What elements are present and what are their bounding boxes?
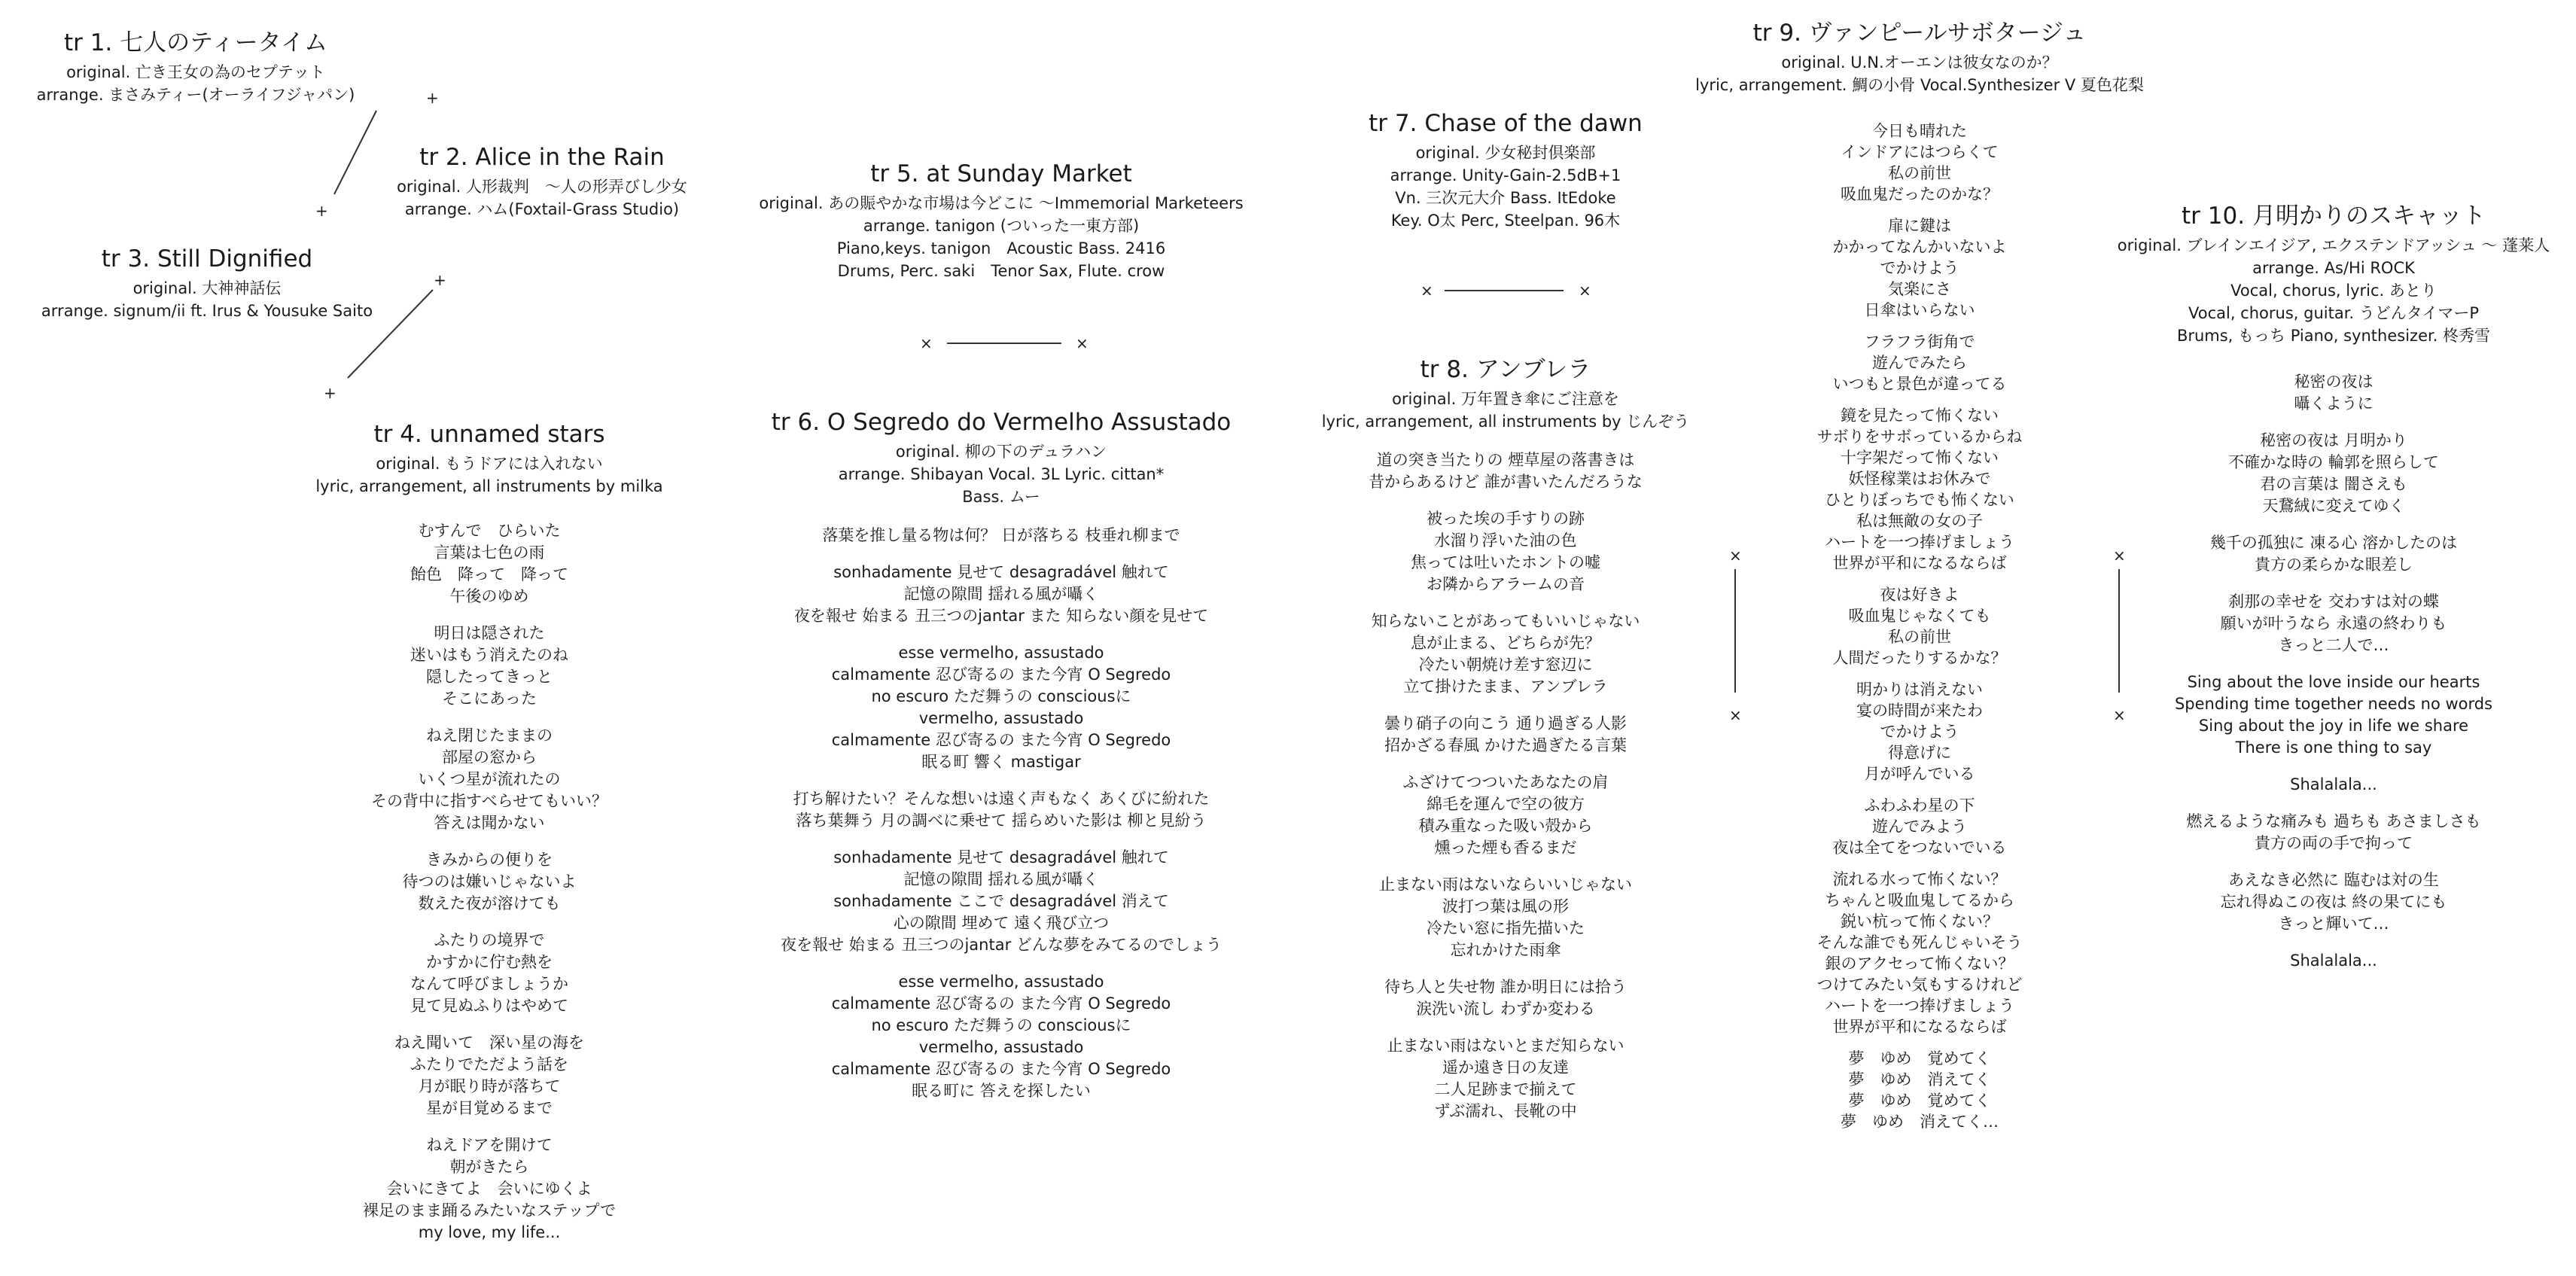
lyric-stanza [730,847,1272,956]
track-credits [1295,388,1716,433]
lyric-stanza [271,849,708,915]
lyric-line: 夜を報せ 始まる 丑三つのjantar どんな夢をみてるのでしょう [781,936,1222,954]
lyric-stanza [2108,811,2559,854]
credit-line: original. 万年置き傘にご注意を [1392,390,1619,408]
lyric-line: 夜を報せ 始まる 丑三つのjantar また 知らない顔を見せて [793,607,1209,625]
lyric-line: 宴の時間が来たわ [1856,702,1983,720]
lyric-line: 涙洗い流し わずか変わる [1416,1000,1595,1018]
lyric-line: calmamente 忍び寄るの また今宵 O Segredo [831,1060,1171,1078]
lyric-stanza [271,623,708,710]
lyric-line: 記憶の隙間 揺れる風が囁く [903,585,1099,603]
lyric-line: 十字架だって怖くない [1841,449,1999,467]
lyric-line: 吸血鬼じゃなくても [1848,607,1991,625]
lyric-line: 綿毛を運んで空の彼方 [1427,795,1585,813]
lyric-line: no escuro ただ舞うの consciousに [871,687,1131,705]
lyric-line: 明日は隠された [434,624,545,642]
lyric-line: There is one thing to say [2235,738,2432,757]
lyric-line: calmamente 忍び寄るの また今宵 O Segredo [831,994,1171,1013]
lyric-line: 世界が平和になるならば [1832,554,2007,572]
lyric-line: ふわふわ星の下 [1864,796,1975,815]
lyric-stanza [730,642,1272,773]
lyric-line: 遊んでみよう [1872,818,1967,836]
credit-line: Vocal, chorus, lyric. あとり [2230,282,2437,300]
lyric-line: 部屋の窓から [442,748,537,766]
lyric-line: 銀のアクセって怖くない？ [1825,955,2014,973]
lyric-line: でかけよう [1880,723,1959,741]
lyric-line: 落葉を推し量る物は何？ 日が落ちる 枝垂れ柳まで [822,526,1180,544]
lyric-line: 待つのは嫌いじゃないよ [402,872,577,891]
lyric-line: calmamente 忍び寄るの また今宵 O Segredo [831,731,1171,749]
lyric-line: 午後のゆめ [449,587,529,605]
lyric-line: 裸足のまま踊るみたいなステップで [362,1201,617,1220]
lyric-line: むすんで ひらいた [418,522,561,540]
lyric-stanza [2108,950,2559,972]
lyric-line: 忘れ得ぬこの夜は 終の果てにも [2220,893,2447,911]
lyric-line: no escuro ただ舞うの consciousに [871,1016,1131,1034]
credit-line: arrange. ハム(Foxtail-Grass Studio) [404,200,680,218]
track-title: tr 10. 月明かりのスキャット [2182,203,2486,230]
lyric-line: ちゃんと吸血鬼してるから [1825,891,2014,909]
credit-line: arrange. As/Hi ROCK [2252,259,2415,277]
lyric-line: 落ち葉舞う 月の調べに乗せて 揺らめいた影は 柳と見紛う [796,812,1207,830]
lyric-line: ハートを一つ捧げましょう [1825,533,2014,551]
lyric-line: 夜は全てをつないでいる [1832,839,2007,857]
lyric-line: 隠したってきっと [426,668,553,686]
lyric-line: ふたりでただよう話を [410,1055,568,1073]
cross-mark: × [1729,547,1742,565]
lyric-line: 今日も晴れた [1872,122,1967,140]
lyric-line: ねえ閉じたままの [426,726,553,745]
lyric-line: 鋭い杭って怖くない？ [1841,912,1999,930]
lyric-line: 月が呼んでいる [1864,765,1975,783]
lyric-stanza [1686,584,2153,668]
track-title: tr 6. O Segredo do Vermelho Assustado [771,409,1232,436]
lyric-line: 君の言葉は 闇さえも [2260,475,2407,493]
lyric-line: インドアにはつらくて [1841,143,1999,161]
track-1 [23,29,369,106]
lyric-stanza [271,1134,708,1244]
lyric-stanza [1686,795,2153,858]
track-lyrics [271,520,708,1244]
lyric-stanza [271,930,708,1017]
lyric-stanza [1686,405,2153,574]
lyric-line: Sing about the love inside our hearts [2187,673,2480,691]
lyric-line: ふざけてつついたあなたの肩 [1402,773,1609,791]
credit-line: Vn. 三次元大介 Bass. ItEdoke [1395,189,1616,207]
lyric-line: 二人足跡まで揃えて [1434,1080,1577,1098]
lyric-line: そこにあった [442,690,537,708]
lyric-line: かすかに佇む熱を [426,953,553,971]
lyric-line: my love, my life... [418,1223,561,1241]
lyric-line: 気楽にさ [1888,280,1951,298]
lyric-line: 願いが叶うなら 永遠の終わりも [2220,614,2447,632]
track-3 [23,245,391,322]
lyric-line: 数えた夜が溶けても [418,894,561,912]
track-title: tr 5. at Sunday Market [870,160,1132,187]
credit-line: original. 亡き王女の為のセプテット [66,63,325,81]
track-title: tr 2. Alice in the Rain [419,144,665,171]
lyric-line: 息が止まる、どちらが先？ [1411,634,1600,652]
lyric-line: 燃えるような痛みも 過ちも あさましさも [2186,812,2481,830]
track-credits [1686,51,2153,96]
lyric-line: 幾千の孤独に 凍る心 溶かしたのは [2209,534,2458,552]
credit-line: Bass. ムー [962,488,1040,506]
lyric-line: 私は無敵の女の子 [1856,512,1983,530]
lyric-line: 積み重なった吸い殻から [1418,817,1593,835]
credit-line: original. ブレインエイジア, エクステンドアッシュ ～ 蓬莱人 [2117,236,2550,254]
track-title: tr 4. unnamed stars [373,421,605,448]
lyric-line: 妖怪稼業はお休みで [1848,470,1991,488]
lyric-line: esse vermelho, assustado [898,644,1104,662]
lyric-line: 道の突き当たりの 煙草屋の落書きは [1376,451,1635,469]
lyric-line: esse vermelho, assustado [898,973,1104,991]
lyric-line: きみからの便りを [426,851,553,869]
credit-line: original. 人形裁判 ～人の形弄びし少女 [397,178,687,196]
lyric-line: 夢 ゆめ 消えてく [1848,1070,1991,1089]
lyric-line: 心の隙間 埋めて 遠く飛び立つ [893,914,1110,932]
plus-mark: + [324,384,336,402]
track-credits [271,452,708,498]
lyric-stanza [730,788,1272,832]
lyric-stanza [1295,449,1716,493]
track-lyrics [2108,371,2559,972]
cross-mark: × [920,334,933,352]
cross-mark: × [1076,334,1089,352]
lyric-line: 不確かな時の 輪郭を照らして [2228,453,2439,471]
lyric-line: 止まない雨はないとまだ知らない [1387,1037,1624,1055]
credit-line: arrange. Shibayan Vocal. 3L Lyric. cittan* [838,465,1165,483]
lyric-stanza [2108,532,2559,576]
lyric-stanza [271,520,708,608]
track-title: tr 8. アンブレラ [1420,356,1591,383]
lyric-line: 冷たい朝焼け差す窓辺に [1418,656,1593,674]
plus-mark: + [434,271,446,289]
track-credits [23,277,391,322]
lyric-line: ふたりの境界で [434,931,545,949]
lyric-stanza [1686,215,2153,321]
track-title: tr 1. 七人のティータイム [63,29,328,56]
lyric-line: 冷たい窓に指先描いた [1427,919,1585,937]
lyric-line: ねえドアを開けて [426,1136,553,1154]
lyric-stanza [2108,430,2559,517]
track-credits [2108,234,2559,347]
track-credits [730,440,1272,508]
lyric-line: Shalalala... [2290,775,2377,793]
lyric-line: 扉に鍵は [1888,217,1951,235]
lyric-line: つけてみたい気もするけれど [1816,976,2023,994]
track-10 [2108,202,2559,987]
track-8 [1295,355,1716,1137]
lyric-line: sonhadamente ここで desagradável 消えて [833,892,1169,910]
lyric-line: 私の前世 [1888,628,1951,646]
lyric-line: 刹那の幸せを 交わすは対の蝶 [2228,592,2439,611]
lyric-line: 打ち解けたい？そんな想いは遠く声もなく あくびに紛れた [793,790,1210,808]
lyric-line: いつもと景色が違ってる [1832,375,2007,393]
lyric-line: きっと二人で… [2278,636,2389,654]
lyric-line: 鏡を見たって怖くない [1841,407,1999,425]
lyric-line: 囁くように [2294,394,2374,413]
track-credits [1325,142,1686,232]
cross-mark: × [2113,547,2126,565]
credit-line: arrange. まさみティー(オーライフジャパン) [36,86,355,104]
plus-mark: + [315,202,328,220]
plus-mark: + [426,89,439,107]
lyric-line: vermelho, assustado [918,709,1084,727]
lyric-stanza [2108,671,2559,759]
lyric-line: 曇り硝子の向こう 通り過ぎる人影 [1384,714,1627,732]
lyric-stanza [2108,869,2559,935]
lyric-line: 記憶の隙間 揺れる風が囁く [903,870,1099,888]
credit-line: Brums, もっち Piano, synthesizer. 柊秀雪 [2176,327,2491,345]
credit-line: original. 柳の下のデュラハン [895,443,1107,461]
lyric-line: その背中に指すべらせてもいい？ [371,792,607,810]
lyric-line: 秘密の夜は 月明かり [2260,431,2407,449]
cross-mark: × [1579,282,1591,300]
lyric-line: 眠る町 響く mastigar [921,753,1081,771]
lyric-stanza [1686,679,2153,784]
lyric-stanza [1686,1048,2153,1132]
lyric-line: ハートを一つ捧げましょう [1825,997,2014,1015]
track-5 [730,160,1272,282]
track-title: tr 7. Chase of the dawn [1369,110,1643,137]
track-lyrics [730,525,1272,1102]
lyric-stanza [730,971,1272,1102]
lyric-line: フラフラ街角で [1864,333,1975,351]
lyric-line: 私の前世 [1888,164,1951,182]
lyric-line: 忘れかけた雨傘 [1450,941,1561,959]
lyric-stanza [730,525,1272,547]
track-lyrics [1295,449,1716,1122]
lyric-line: 月が眠り時が落ちて [418,1077,561,1095]
lyric-stanza [730,562,1272,627]
lyric-line: 人間だったりするかな？ [1832,649,2007,667]
lyric-stanza [2108,371,2559,415]
track-title: tr 9. ヴァンピールサボタージュ [1752,20,2087,47]
track-7 [1325,109,1686,232]
credit-line: original. U.N.オーエンは彼女なのか？ [1781,53,2058,72]
lyric-line: いくつ星が流れたの [418,770,561,788]
lyric-stanza [1295,976,1716,1020]
credit-line: arrange. tanigon (ついった一東方部) [863,217,1140,235]
lyric-line: 貴方の両の手で拘って [2255,834,2413,852]
lyric-stanza [1295,508,1716,595]
lyric-line: sonhadamente 見せて desagradável 触れて [833,563,1169,581]
lyric-line: 遊んでみたら [1872,354,1967,372]
lyric-line: そんな誰でも死んじゃいそう [1816,933,2023,952]
credit-line: Key. O太 Perc, Steelpan. 96木 [1390,212,1621,230]
track-9 [1686,19,2153,1143]
lyric-line: 待ち人と失せ物 誰か明日には拾う [1384,978,1627,996]
credit-line: original. 大神神話伝 [132,279,282,297]
lyric-stanza [1686,120,2153,205]
lyric-line: 夢 ゆめ 覚めてく [1848,1049,1991,1067]
track-credits [23,61,369,106]
lyric-line: 飴色 降って 降って [410,565,568,583]
lyric-stanza [1686,331,2153,394]
lyric-line: 日傘はいらない [1864,301,1975,319]
lyric-line: 招かざる春風 かけた過ぎたる言葉 [1384,736,1627,754]
credit-line: original. 少女秘封倶楽部 [1415,144,1596,162]
lyric-line: calmamente 忍び寄るの また今宵 O Segredo [831,665,1171,684]
credit-line: lyric, arrangement, all instruments by milka [315,477,663,495]
lyric-line: vermelho, assustado [918,1038,1084,1056]
lyric-line: 立て掛けたまま、アンブレラ [1403,678,1608,696]
lyric-line: お隣からアラームの音 [1427,575,1585,593]
track-lyrics [1686,120,2153,1132]
lyric-line: きっと輝いて… [2278,915,2389,933]
lyric-line: 世界が平和になるならば [1832,1018,2007,1036]
track-6 [730,408,1272,1117]
lyric-stanza [271,1032,708,1119]
lyric-stanza [1295,611,1716,698]
lyric-stanza [2108,591,2559,656]
lyric-line: あえなき必然に 臨むは対の生 [2228,871,2439,889]
lyric-line: Spending time together needs no words [2174,695,2493,713]
credit-line: Drums, Perc. saki Tenor Sax, Flute. crow [837,262,1165,280]
lyric-line: サボりをサボっているからね [1816,428,2023,446]
credit-line: original. もうドアには入れない [376,455,603,473]
lyric-stanza [1295,1035,1716,1122]
credit-line: arrange. Unity-Gain-2.5dB+1 [1390,166,1621,184]
track-4 [271,420,708,1259]
lyric-line: 夜は好きよ [1880,586,1959,604]
lyric-line: 水溜り浮いた油の色 [1434,531,1577,550]
cross-mark: × [1729,706,1742,724]
lyric-stanza [2108,774,2559,796]
lyric-line: 止まない雨はないならいいじゃない [1379,876,1632,894]
lyric-stanza [271,725,708,834]
lyric-line: sonhadamente 見せて desagradável 触れて [833,848,1169,866]
lyric-line: 眠る町に 答えを探したい [912,1082,1091,1100]
credit-line: original. あの賑やかな市場は今どこに ～Immemorial Marketeers [759,194,1244,212]
lyric-line: 夢 ゆめ 消えてく… [1841,1113,1999,1131]
cross-mark: × [2113,706,2126,724]
lyric-line: なんて呼びましょうか [410,975,568,993]
credit-line: arrange. signum/ii ft. Irus & Yousuke Saito [41,302,373,320]
lyric-line: 被った埃の手すりの跡 [1427,510,1585,528]
lyric-line: 吸血鬼だったのかな？ [1841,185,1999,203]
track-credits [380,175,704,221]
lyric-line: 朝がきたら [449,1158,529,1176]
lyric-line: 燻った煙も香るまだ [1434,839,1577,857]
lyric-line: かかってなんかいないよ [1832,238,2007,256]
lyric-stanza [1295,874,1716,961]
track-credits [730,192,1272,282]
lyric-line: 流れる水って怖くない？ [1832,870,2007,888]
credit-line: Piano,keys. tanigon Acoustic Bass. 2416 [836,239,1166,257]
credit-line: Vocal, chorus, guitar. うどんタイマーP [2188,304,2479,322]
lyric-line: 昔からあるけど 誰が書いたんだろうな [1369,473,1643,491]
lyric-line: 明かりは消えない [1856,681,1983,699]
lyric-line: 秘密の夜は [2294,373,2374,391]
lyric-line: ずぶ濡れ、長靴の中 [1434,1102,1577,1120]
lyric-line: 得意げに [1888,744,1951,762]
lyric-line: 迷いはもう消えたのね [410,646,568,664]
lyric-line: 貴方の柔らかな眼差し [2255,556,2413,574]
lyric-line: 会いにきてよ 会いにゆくよ [386,1180,592,1198]
lyric-line: でかけよう [1880,259,1959,277]
lyric-line: 言葉は七色の雨 [434,544,545,562]
lyric-stanza [1686,869,2153,1037]
lyric-line: 答えは聞かない [434,814,545,832]
track-title: tr 3. Still Dignified [101,245,313,273]
credit-line: lyric, arrangement. 鯛の小骨 Vocal.Synthesizer V 夏色花梨 [1695,76,2144,94]
lyric-line: 波打つ葉は風の形 [1442,897,1569,915]
lyric-line: ひとりぼっちでも怖くない [1825,491,2014,509]
lyric-line: ねえ聞いて 深い星の海を [394,1034,584,1052]
lyric-stanza [1295,713,1716,757]
lyric-line: Sing about the joy in life we share [2198,717,2469,735]
cross-mark: × [1420,282,1433,300]
lyric-line: 焦っては吐いたホントの嘘 [1411,553,1600,571]
lyric-line: 星が目覚めるまで [426,1099,553,1117]
lyric-line: 見て見ぬふりはやめて [410,997,568,1015]
lyric-stanza [1295,772,1716,859]
lyric-line: Shalalala... [2290,952,2377,970]
lyric-line: 遥か遠き日の友達 [1442,1058,1569,1077]
lyric-line: 知らないことがあってもいいじゃない [1371,612,1640,630]
lyric-line: 天鵞絨に変えてゆく [2262,497,2405,515]
track-2 [380,143,704,221]
credit-line: lyric, arrangement, all instruments by じんぞう [1321,413,1690,431]
lyric-line: 夢 ゆめ 覚めてく [1848,1092,1991,1110]
